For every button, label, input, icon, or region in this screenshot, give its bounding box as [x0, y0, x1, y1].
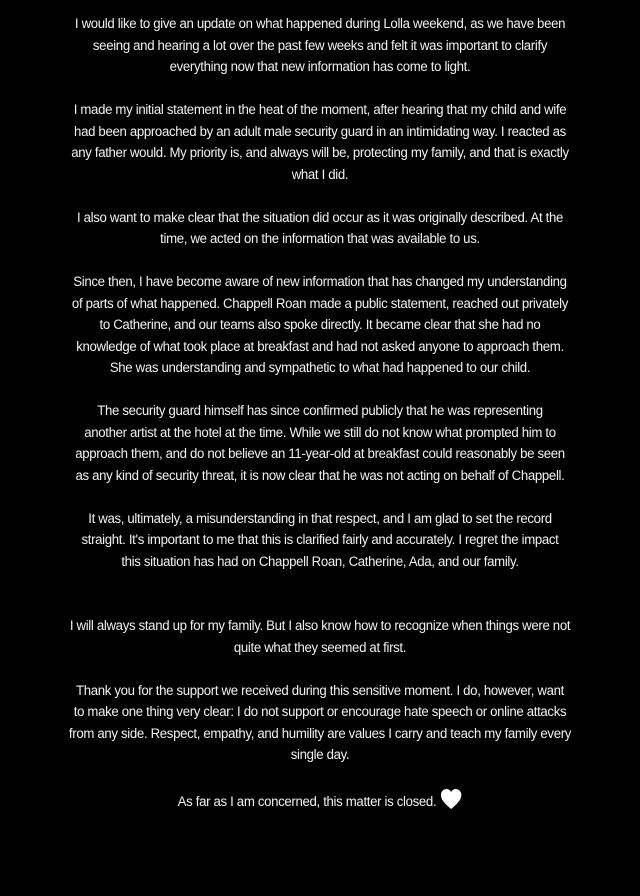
text-line: from any side. Respect, empathy, and humility are values I carry and teach my family every: [68, 725, 572, 742]
text-line: time, we acted on the information that was available to us.: [160, 231, 480, 247]
text-line: this situation has had on Chappell Roan, Catherine, Ada, and our family.: [121, 553, 519, 570]
text-line: another artist at the hotel at the time. While we still do not know what prompted him to: [84, 424, 556, 441]
text-line: It was, ultimately, a misunderstanding in that respect, and I am glad to set the record: [88, 510, 552, 527]
text-line: knowledge of what took place at breakfast and had not asked anyone to approach them.: [76, 338, 564, 355]
text-line: seeing and hearing a lot over the past few weeks and felt it was important to clarify: [92, 37, 548, 54]
paragraph-spacer: [32, 487, 609, 509]
text-line: I would like to give an update on what happened during Lolla weekend, as we have been: [74, 16, 566, 32]
text-line: She was understanding and sympathetic to what had happened to our child.: [109, 360, 531, 376]
text-line: Thank you for the support we received during this sensitive moment. I do, however, want: [75, 682, 564, 699]
paragraph-spacer: [32, 251, 609, 273]
text-line: I made my initial statement in the heat of the moment, after hearing that my child and wife: [73, 102, 567, 118]
text-line: I also want to make clear that the situation did occur as it was originally described. At the: [76, 209, 564, 226]
text-line: As far as I am concerned, this matter is closed.: [177, 794, 437, 810]
paragraph-thank-you: [32, 681, 609, 767]
paragraph-spacer: [32, 380, 609, 402]
text-line: what I did.: [291, 166, 349, 183]
paragraph-security-guard: [32, 401, 609, 487]
paragraph-situation: [32, 208, 609, 251]
text-line: to make one thing very clear: I do not support or encourage hate speech or online attacks: [73, 704, 567, 720]
text-line: approach them, and do not believe an 11-year-old at breakfast could reasonably be seen: [75, 446, 565, 462]
text-line: The security guard himself has since confirmed publicly that he was representing: [97, 403, 543, 419]
text-line: I will always stand up for my family. But I also know how to recognize when things were not: [69, 618, 571, 634]
text-line: quite what they seemed at first.: [233, 639, 407, 656]
paragraph-initial-statement: [32, 100, 609, 186]
paragraph-spacer: [32, 79, 609, 101]
white-heart-icon: [440, 788, 462, 810]
paragraph-new-information: [32, 272, 609, 380]
text-line: of parts of what happened. Chappell Roan made a public statement, reached out privately: [71, 295, 569, 312]
text-line: everything now that new information has come to light.: [169, 59, 471, 75]
statement-text: [32, 14, 609, 814]
text-line: to Catherine, and our teams also spoke directly. It became clear that she had no: [99, 317, 541, 333]
text-line: as any kind of security threat, it is now clear that he was not acting on behalf of Chappell.: [75, 467, 565, 484]
text-line: straight. It's important to me that this is clarified fairly and accurately. I regret the impact: [81, 532, 559, 548]
text-line: any father would. My priority is, and always will be, protecting my family, and that is exactly: [71, 145, 569, 161]
paragraph-spacer: [32, 767, 609, 789]
paragraph-update: [32, 14, 609, 79]
text-line: had been approached by an adult male security guard in an intimidating way. I reacted as: [74, 123, 566, 140]
paragraph-misunderstanding: [32, 509, 609, 574]
text-line: single day.: [290, 747, 350, 763]
paragraph-spacer: [32, 573, 609, 616]
text-line: Since then, I have become aware of new information that has changed my understanding: [73, 274, 567, 290]
paragraph-closing: [32, 788, 609, 814]
paragraph-spacer: [32, 659, 609, 681]
paragraph-spacer: [32, 186, 609, 208]
paragraph-stand-up: [32, 616, 609, 659]
